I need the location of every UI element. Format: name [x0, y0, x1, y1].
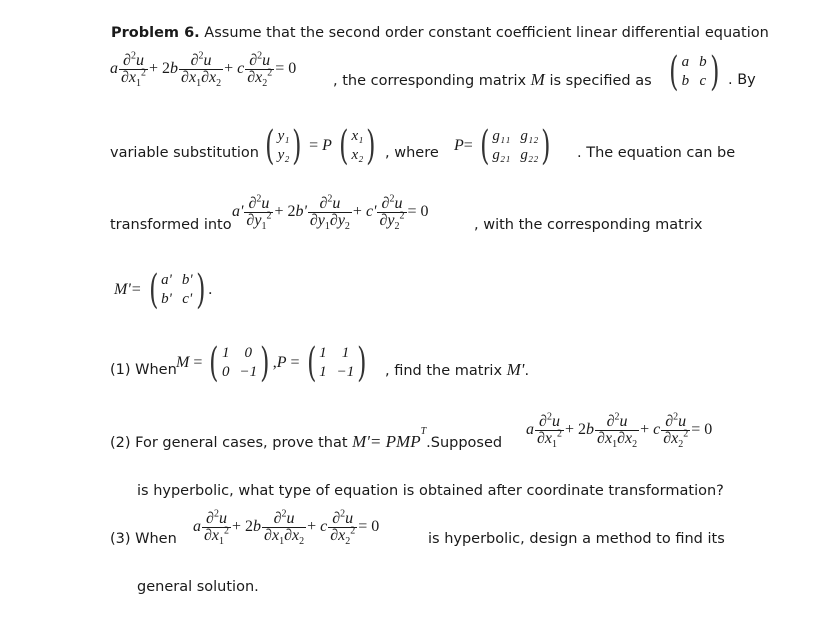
part2-pde: a $\frac{\partial^2u}{\partial x_1^2}$ + 2b $\frac{\partial^2u}{\partial x_1\partial x_2}$ + c $\frac{\partial^2u}{\partial x_2^2}$ = 0 [526, 411, 713, 451]
matrix-M-prime: M'= ( a' b' b' c' ) . [114, 267, 213, 313]
part1-tail: , find the matrix M'. [385, 360, 530, 379]
part2-formula: $M'= PMP^T$ [352, 426, 427, 451]
with-matrix-text: , with the corresponding matrix [474, 217, 703, 233]
part1-matrices: M = ( 1 0 0 −1 ) ,P = ( 1 1 1 −1 ) [176, 340, 367, 386]
pde-equation: a $\frac{\partial^2u}{\partial x_1^2}$ + 2b $\frac{\partial^2u}{\partial x_1\partial x_2}$ + c $\frac{\partial^2u}{\partial x_2^2}$ = 0 [110, 50, 297, 90]
part3-line2: general solution. [137, 579, 259, 595]
matrix-M-label: M [530, 70, 545, 89]
where-text: , where [385, 145, 439, 161]
variable-substitution-text: variable substitution [110, 145, 259, 161]
substitution-eq: ( y₁ y₂ ) = P ( x₁ x₂ ) [265, 123, 376, 169]
part1-label: (1) When [110, 362, 177, 378]
problem-heading: Problem 6. [111, 25, 200, 41]
part2-line2: is hyperbolic, what type of equation is obtained after coordinate transformation? [137, 483, 724, 499]
part3-label: (3) When [110, 531, 177, 547]
equals-zero: = 0 [275, 60, 297, 78]
transformed-equation: a' $\frac{\partial^2u}{\partial y_1^2}$ + 2b' $\frac{\partial^2u}{\partial y_1\partial y_2}$ + c' $\frac{\partial^2u}{\partial y_2^2}$ = 0 [232, 193, 429, 233]
problem-intro-text: Assume that the second order constant coefficient linear differential equation [204, 25, 769, 41]
problem-intro [111, 24, 769, 42]
by-text: . By [728, 72, 756, 88]
transformed-into-text: transformed into [110, 217, 232, 233]
part3-tail: is hyperbolic, design a method to find its [428, 531, 725, 547]
P-definition: P= ( g₁₁ g₁₂ g₂₁ g₂₂ ) [454, 123, 551, 169]
part2-line1: (2) For general cases, prove that $M'= PMP^T.Supposed$ [110, 426, 503, 451]
pde-tail: , the corresponding matrix M is specified as [333, 70, 652, 89]
can-be-text: . The equation can be [577, 145, 736, 161]
part3-pde: a $\frac{\partial^2u}{\partial x_1^2}$ + 2b $\frac{\partial^2u}{\partial x_1\partial x_2}$ + c $\frac{\partial^2u}{\partial x_2^2}$ = 0 [193, 508, 380, 548]
matrix-abc: ( a b b c ) [669, 49, 720, 95]
